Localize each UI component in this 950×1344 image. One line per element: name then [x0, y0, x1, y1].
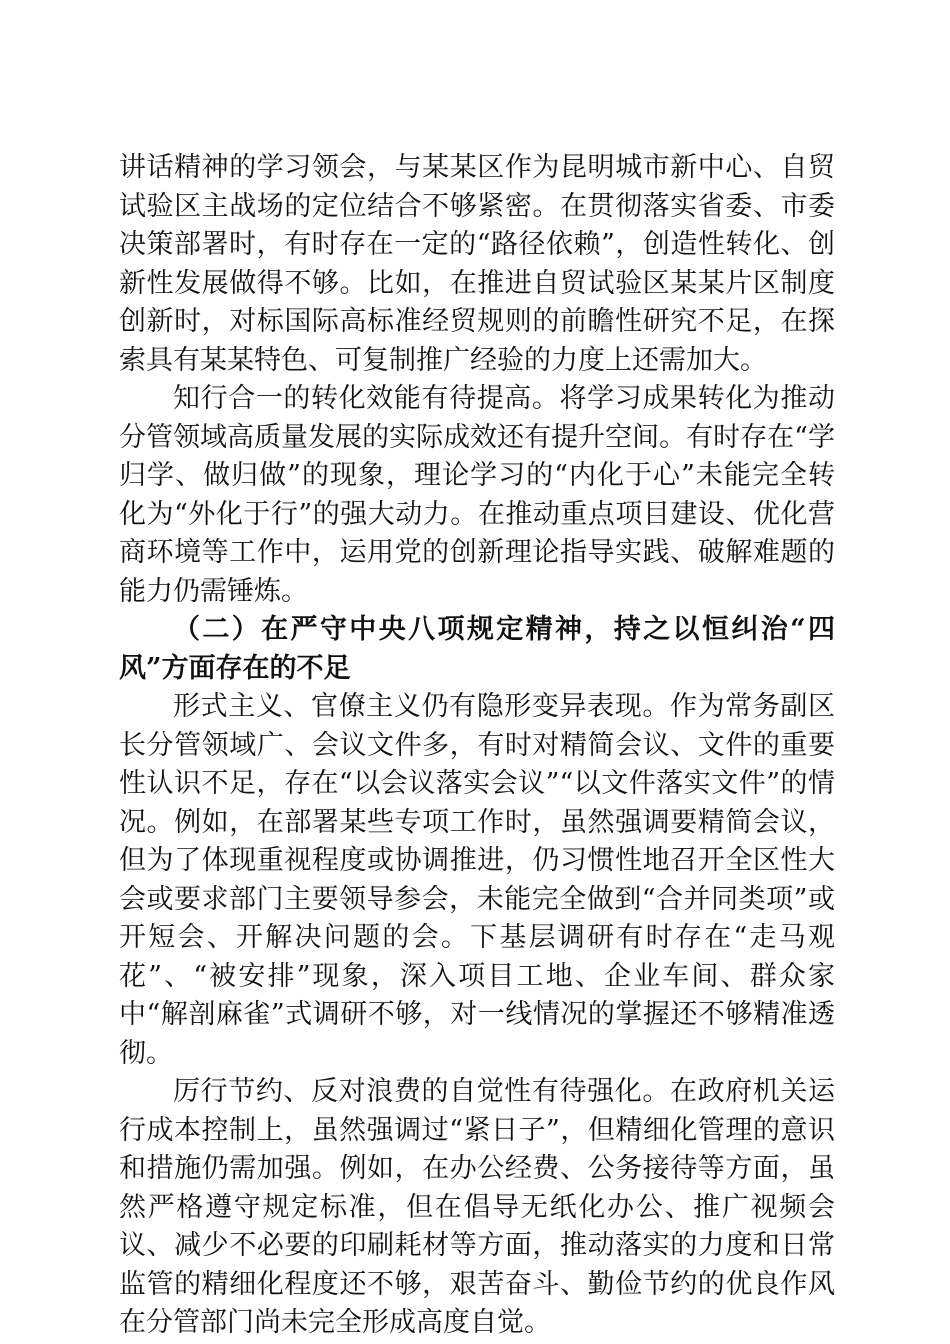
document-body — [119, 149, 835, 1343]
paragraph-knowledge-action: 知行合一的转化效能有待提高。将学习成果转化为推动分管领域高质量发展的实际成效还有提升空间。有时存在“学归学、做归做”的现象，理论学习的“内化于心”未能完全转化为“外化于行”的强大动力。在推动重点项目建设、优化营商环境等工作中，运用党的创新理论指导实践、破解难题的能力仍需锤炼。 — [119, 383, 835, 607]
paragraph-frugality: 厉行节约、反对浪费的自觉性有待强化。在政府机关运行成本控制上，虽然强调过“紧日子”，但精细化管理的意识和措施仍需加强。例如，在办公经费、公务接待等方面，虽然严格遵守规定标准，但在倡导无纸化办公、推广视频会议、减少不必要的印刷耗材等方面，推动落实的力度和日常监管的精细化程度还不够，艰苦奋斗、勤俭节约的优良作风在分管部门尚未完全形成高度自觉。 — [119, 1076, 835, 1338]
section-heading-two: （二）在严守中央八项规定精神，持之以恒纠治“四风”方面存在的不足 — [119, 614, 835, 684]
paragraph-formalism: 形式主义、官僚主义仍有隐形变异表现。作为常务副区长分管领域广、会议文件多，有时对精简会议、文件的重要性认识不足，存在“以会议落实会议”“以文件落实文件”的情况。例如，在部署某些专项工作时，虽然强调要精简会议，但为了体现重视程度或协调推进，仍习惯性地召开全区性大会或要求部门主要领导参会，未能完全做到“合并同类项”或开短会、开解决问题的会。下基层调研有时存在“走马观花”、“被安排”现象，深入项目工地、企业车间、群众家中“解剖麻雀”式调研不够，对一线情况的掌握还不够精准透彻。 — [119, 691, 835, 1069]
paragraph-continuation: 讲话精神的学习领会，与某某区作为昆明城市新中心、自贸试验区主战场的定位结合不够紧密。在贯彻落实省委、市委决策部署时，有时存在一定的“路径依赖”，创造性转化、创新性发展做得不够。比如，在推进自贸试验区某某片区制度创新时，对标国际高标准经贸规则的前瞻性研究不足，在探索具有某某特色、可复制推广经验的力度上还需加大。 — [119, 152, 835, 376]
